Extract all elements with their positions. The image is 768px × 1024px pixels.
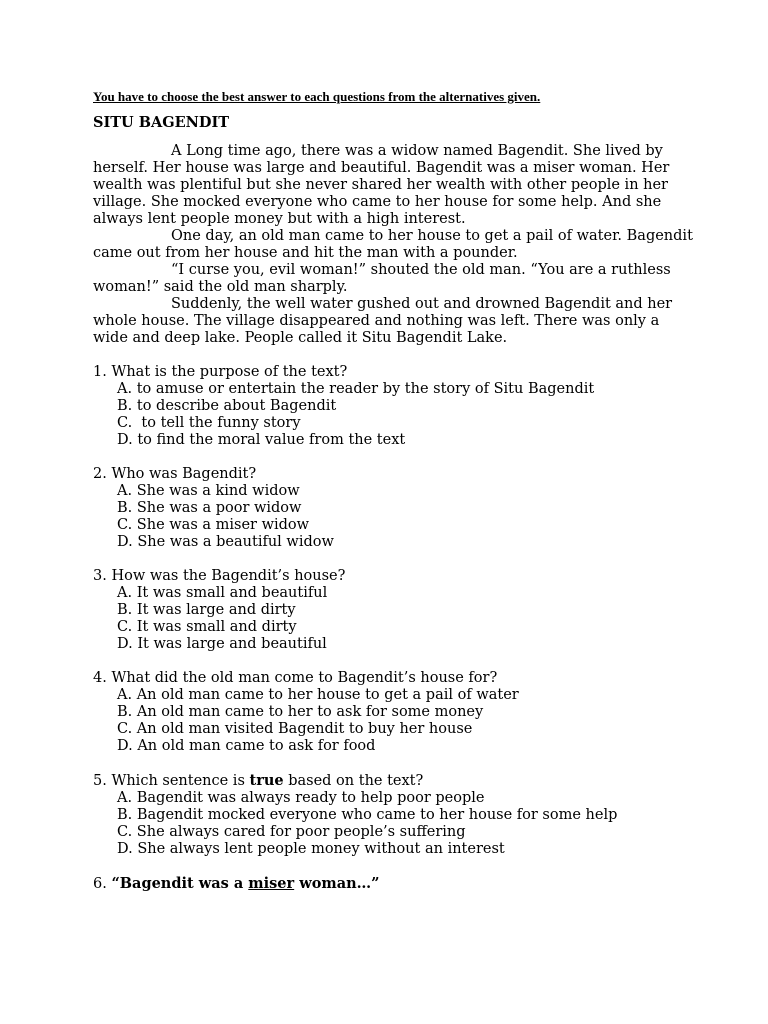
story-title: SITU BAGENDIT: [93, 114, 230, 131]
option-c: C. An old man visited Bagendit to buy her house: [117, 721, 473, 737]
question-text-prefix: 5. Which sentence is: [93, 773, 250, 789]
option-a: A. Bagendit was always ready to help poor people: [117, 790, 485, 806]
option-c: C. She always cared for poor people’s suffering: [117, 824, 466, 840]
option-b: B. Bagendit mocked everyone who came to her house for some help: [117, 807, 618, 823]
story-paragraph: One day, an old man came to her house to get a pail of water. Bagendit came out from her house and hit the man with a pounder.: [93, 228, 693, 261]
question-2: [93, 466, 693, 551]
option-c: C. She was a miser widow: [117, 517, 310, 533]
quote-end: woman…”: [294, 875, 380, 892]
option-a: A. She was a kind widow: [117, 483, 300, 499]
option-d: D. She always lent people money without an interest: [117, 841, 505, 857]
story-paragraph: A Long time ago, there was a widow named Bagendit. She lived by herself. Her house was large and beautiful. Bagendit was a miser woman. Her wealth was plentiful but she never shared her wealth with other people in her village. She mocked everyone who came to her house for some help. And she always lent people money but with a high interest.: [93, 143, 670, 227]
option-b: B. to describe about Bagendit: [117, 398, 337, 414]
option-c: C. to tell the funny story: [117, 415, 301, 431]
quote-underlined-word: miser: [248, 875, 295, 892]
worksheet-page: [93, 88, 693, 893]
option-d: D. An old man came to ask for food: [117, 738, 376, 754]
question-3: [93, 568, 693, 653]
option-d: D. It was large and beautiful: [117, 636, 327, 652]
question-5: [93, 772, 693, 858]
story-paragraph: Suddenly, the well water gushed out and drowned Bagendit and her whole house. The village disappeared and nothing was left. There was only a wide and deep lake. People called it Situ Bagendit Lake.: [93, 296, 673, 346]
option-b: B. An old man came to her to ask for some money: [117, 704, 484, 720]
option-a: A. to amuse or entertain the reader by the story of Situ Bagendit: [117, 381, 595, 397]
question-text: 3. How was the Bagendit’s house?: [93, 568, 346, 584]
story-text: [93, 143, 693, 347]
option-d: D. She was a beautiful widow: [117, 534, 334, 550]
option-b: B. She was a poor widow: [117, 500, 302, 516]
question-6: [93, 875, 693, 893]
question-number: 6.: [93, 876, 112, 892]
option-b: B. It was large and dirty: [117, 602, 296, 618]
question-text: 2. Who was Bagendit?: [93, 466, 257, 482]
option-a: A. An old man came to her house to get a pail of water: [117, 687, 519, 703]
story-paragraph: “I curse you, evil woman!” shouted the old man. “You are a ruthless woman!” said the old man sharply.: [93, 262, 671, 295]
option-a: A. It was small and beautiful: [117, 585, 328, 601]
quote-start: “Bagendit was a: [111, 875, 249, 892]
question-text-suffix: based on the text?: [283, 773, 424, 789]
instructions: You have to choose the best answer to each questions from the alternatives given.: [93, 89, 541, 104]
question-1: [93, 364, 693, 449]
option-d: D. to find the moral value from the text: [117, 432, 406, 448]
question-text-emphasis: true: [249, 772, 284, 789]
option-c: C. It was small and dirty: [117, 619, 297, 635]
question-text: [93, 772, 693, 790]
question-text: 1. What is the purpose of the text?: [93, 364, 348, 380]
question-4: [93, 670, 693, 755]
question-text: 4. What did the old man come to Bagendit’s house for?: [93, 670, 498, 686]
